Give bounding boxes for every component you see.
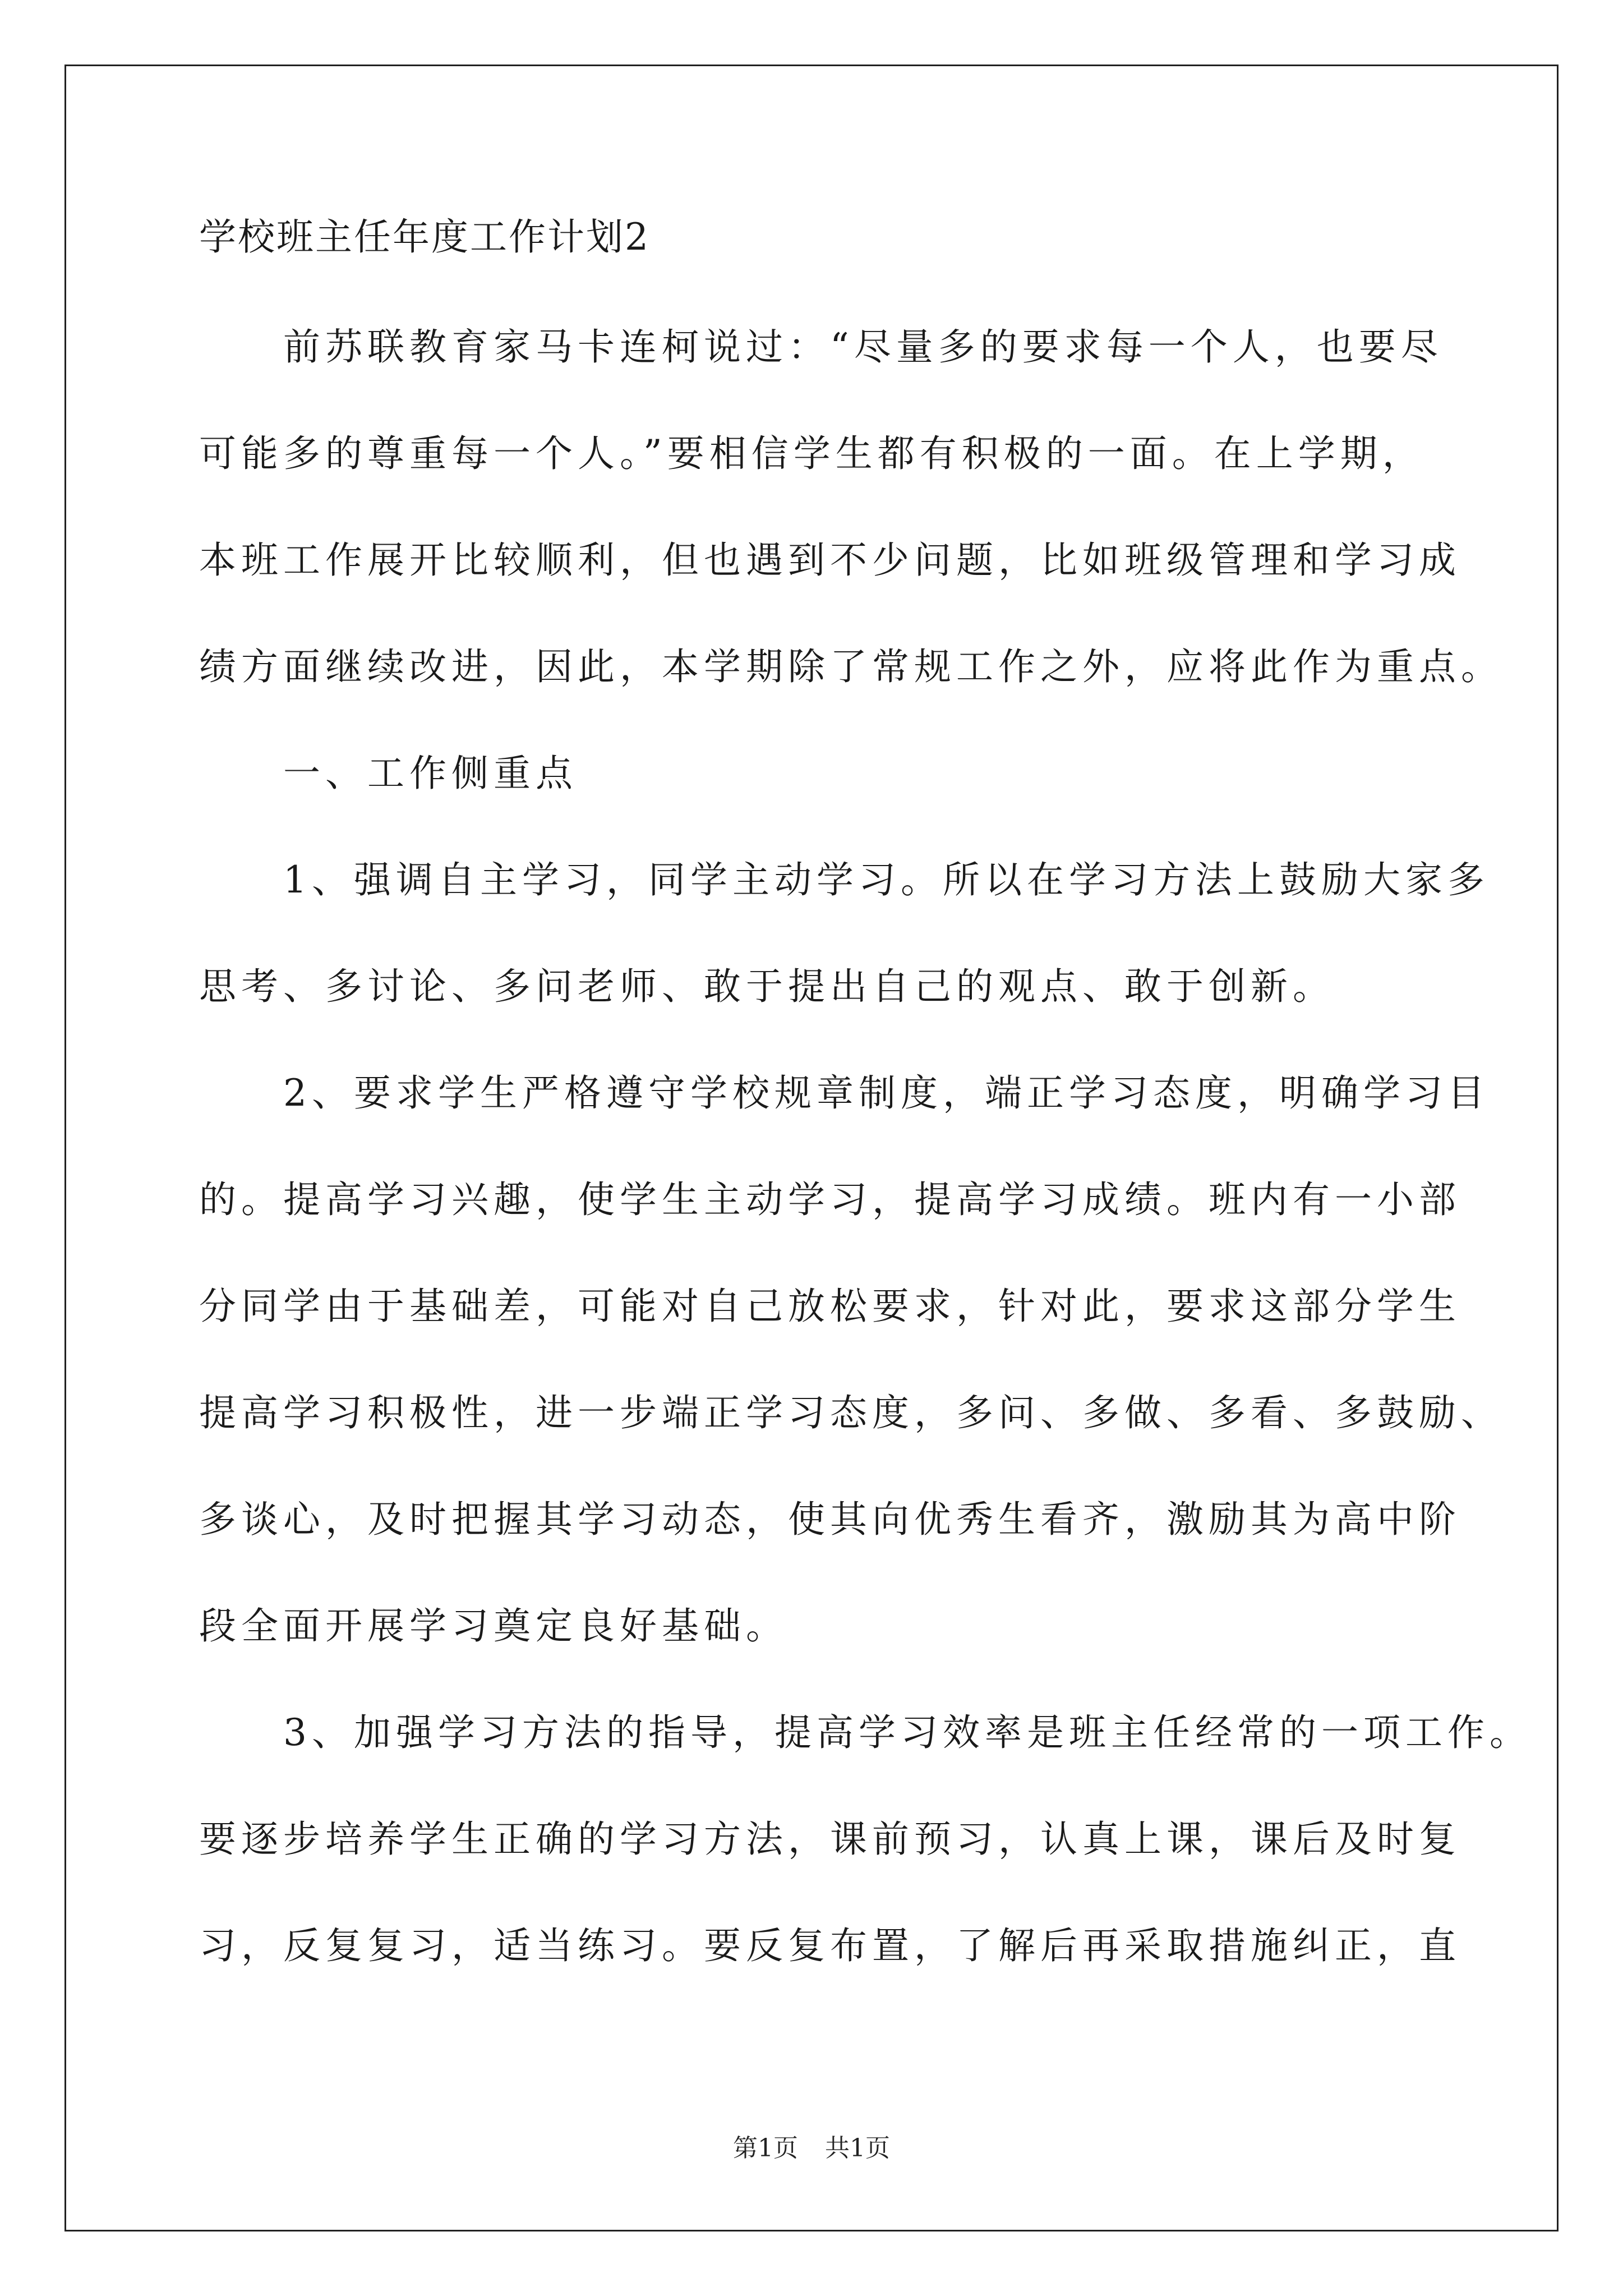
paragraph-line: 绩方面继续改进，因此，本学期除了常规工作之外，应将此作为重点。 bbox=[199, 645, 1503, 688]
page-number: 第1页 bbox=[733, 2134, 798, 2162]
list-item-1 bbox=[199, 858, 1490, 1008]
section-heading-text: 一、工作侧重点 bbox=[283, 752, 578, 795]
paragraph-line: 多谈心，及时把握其学习动态，使其向优秀生看齐，激励其为高中阶 bbox=[199, 1498, 1461, 1541]
paragraph-line: 分同学由于基础差，可能对自己放松要求，针对此，要求这部分学生 bbox=[199, 1285, 1461, 1328]
paragraph-line: 段全面开展学习奠定良好基础。 bbox=[199, 1604, 788, 1648]
paragraph-line: 的。提高学习兴趣，使学生主动学习，提高学习成绩。班内有一小部 bbox=[199, 1178, 1461, 1221]
paragraph-line: 习，反复复习，适当练习。要反复布置，了解后再采取措施纠正，直 bbox=[199, 1924, 1461, 1967]
paragraph-line: 前苏联教育家马卡连柯说过：“尽量多的要求每一个人，也要尽 bbox=[283, 325, 1443, 369]
page-total: 共1页 bbox=[825, 2134, 890, 2162]
paragraph-line: 3、加强学习方法的指导，提高学习效率是班主任经常的一项工作。 bbox=[283, 1711, 1532, 1754]
paragraph-line: 2、要求学生严格遵守学校规章制度，端正学习态度，明确学习目 bbox=[283, 1071, 1490, 1115]
paragraph-line: 思考、多讨论、多问老师、敢于提出自己的观点、敢于创新。 bbox=[199, 965, 1335, 1008]
paragraph-line: 提高学习积极性，进一步端正学习态度，多问、多做、多看、多鼓励、 bbox=[199, 1391, 1503, 1434]
paragraph-line: 可能多的尊重每一个人。”要相信学生都有积极的一面。在上学期， bbox=[199, 432, 1424, 475]
list-item-2 bbox=[199, 1071, 1503, 1648]
document-title: 学校班主任年度工作计划2 bbox=[199, 215, 650, 259]
section-heading bbox=[199, 752, 1433, 795]
paragraph-line: 本班工作展开比较顺利，但也遇到不少问题，比如班级管理和学习成 bbox=[199, 539, 1461, 582]
paragraph-intro bbox=[199, 325, 1503, 688]
page-footer bbox=[0, 2136, 1623, 2161]
paragraph-line: 要逐步培养学生正确的学习方法，课前预习，认真上课，课后及时复 bbox=[199, 1818, 1461, 1861]
list-item-3 bbox=[199, 1711, 1532, 1967]
paragraph-line: 1、强调自主学习，同学主动学习。所以在学习方法上鼓励大家多 bbox=[283, 858, 1490, 901]
document-body bbox=[199, 215, 1532, 1967]
